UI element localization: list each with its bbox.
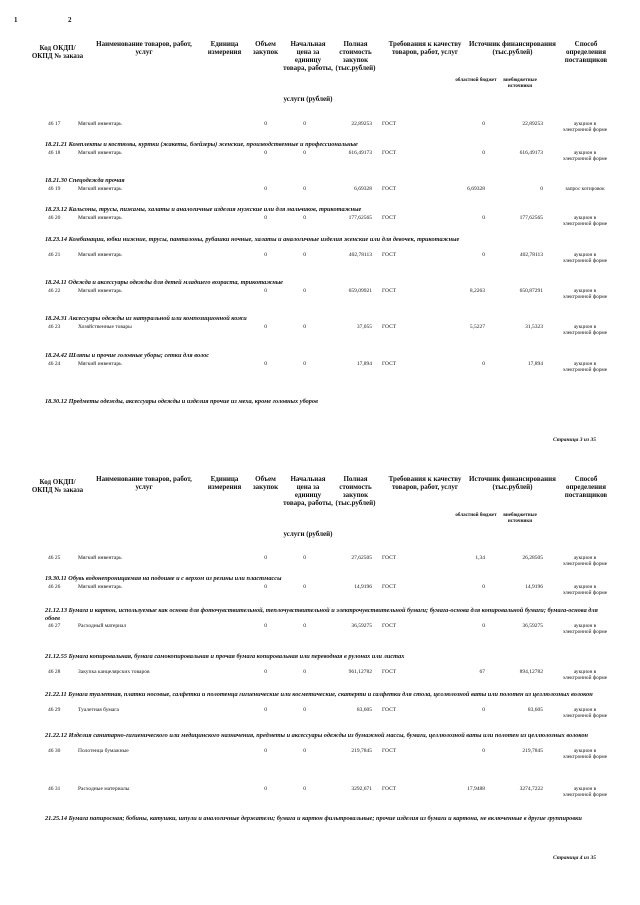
cell-method: аукцион в электронной форме: [562, 215, 608, 228]
cell-num: 46 20: [48, 215, 61, 221]
cell-total: 83,605: [356, 707, 372, 713]
cell-obl: 17,9488: [467, 786, 485, 792]
cell-vol: 0: [264, 748, 267, 754]
cell-total: 961,12782: [348, 669, 372, 675]
cell-num: 46 26: [48, 584, 61, 590]
cell-total: 37,055: [356, 324, 372, 330]
cell-total: 14,9196: [354, 584, 372, 590]
cell-method: аукцион в электронной форме: [562, 669, 608, 682]
cell-obl: 0: [482, 623, 485, 629]
cell-obl: 0: [482, 361, 485, 367]
cell-price: 0: [303, 584, 306, 590]
cell-vne: 177,62565: [519, 215, 543, 221]
group-heading: 18.21.30 Спецодежда прочая: [45, 177, 125, 184]
cell-req: ГОСТ: [382, 150, 397, 156]
cell-name: Мягкий инвентарь: [78, 150, 122, 156]
cell-req: ГОСТ: [382, 786, 397, 792]
cell-total: 177,62565: [348, 215, 372, 221]
cell-name: Мягкий инвентарь: [78, 215, 122, 221]
cell-price: 0: [303, 361, 306, 367]
cell-vol: 0: [264, 555, 267, 561]
cell-total: 6,69328: [354, 186, 372, 192]
cell-total: 27,62505: [351, 555, 372, 561]
cell-method: аукцион в электронной форме: [562, 288, 608, 301]
cell-req: ГОСТ: [382, 186, 397, 192]
group-heading: 19.30.11 Обувь водонепроницаемая на подошве и с верхом из резины или пластмассы: [45, 575, 282, 582]
cell-vne: 26,28505: [522, 555, 543, 561]
cell-method: аукцион в электронной форме: [562, 623, 608, 636]
header-name: Наименование товаров, работ, услуг: [96, 475, 192, 491]
cell-total: 402,78113: [348, 252, 372, 258]
cell-price: 0: [303, 150, 306, 156]
cell-method: аукцион в электронной форме: [562, 584, 608, 597]
cell-vol: 0: [264, 707, 267, 713]
cell-name: Мягкий инвентарь: [78, 252, 122, 258]
header-price-top: Начальная цена за единицу товара, работы,: [283, 40, 333, 72]
cell-price: 0: [303, 252, 306, 258]
cell-vol: 0: [264, 786, 267, 792]
header-price-bottom: услуги (рублей): [283, 530, 333, 538]
cell-obl: 0: [482, 252, 485, 258]
cell-price: 0: [303, 786, 306, 792]
cell-obl: 1,34: [475, 555, 485, 561]
cell-vol: 0: [264, 324, 267, 330]
group-heading: 18.23.12 Кальсоны, трусы, пижамы, халаты и аналогичные изделия мужские или для мальчиков, трикотажные: [45, 206, 362, 213]
cell-name: Расходный материал: [78, 623, 127, 629]
cell-vne: 22,89253: [522, 121, 543, 127]
cell-price: 0: [303, 555, 306, 561]
cell-req: ГОСТ: [382, 324, 397, 330]
cell-num: 46 23: [48, 324, 61, 330]
cell-name: Мягкий инвентарь: [78, 584, 122, 590]
trailing-group-line: 21.25.14 Бумага папиросная; бобины, катушки, шпули и аналогичные держатели; бумага и картон фильтровальные; прочие изделия из бумаги и картона, не включенные в другие группировки: [45, 815, 582, 822]
cell-req: ГОСТ: [382, 623, 397, 629]
cell-vol: 0: [264, 252, 267, 258]
cell-price: 0: [303, 121, 306, 127]
group-heading: 21.12.55 Бумага копировальная, бумага самокопировальная и прочая бумага копировальная или переводная в рулонах или листах: [45, 653, 405, 660]
cell-name: Хозяйственные товары: [78, 324, 132, 330]
cell-vol: 0: [264, 121, 267, 127]
cell-vol: 0: [264, 361, 267, 367]
cell-method: аукцион в электронной форме: [562, 707, 608, 720]
cell-price: 0: [303, 748, 306, 754]
cell-vne: 616,49173: [519, 150, 543, 156]
header-unit: Единица измерения: [207, 475, 242, 491]
cell-vne: 14,9196: [525, 584, 543, 590]
cell-name: Мягкий инвентарь: [78, 121, 122, 127]
header-total: Полная стоимость закупок (тыс.рублей): [335, 475, 376, 507]
cell-vne: 31,5323: [525, 324, 543, 330]
cell-method: аукцион в электронной форме: [562, 748, 608, 761]
cell-name: Туалетная бумага: [78, 707, 119, 713]
cell-obl: 0: [482, 707, 485, 713]
cell-obl: 0: [482, 748, 485, 754]
header-method: Способ определения поставщиков: [564, 40, 608, 64]
cell-vol: 0: [264, 623, 267, 629]
page-footer: Страница 4 из 35: [552, 855, 596, 861]
group-heading: 18.24.42 Шляпы и прочие головные уборы; сетки для волос: [45, 352, 210, 359]
header-volume: Объем закупок: [252, 40, 279, 56]
cell-num: 46 31: [48, 786, 61, 792]
cell-name: Полотенца бумажные: [78, 748, 129, 754]
header-total: Полная стоимость закупок (тыс.рублей): [335, 40, 376, 72]
cell-total: 17,894: [356, 361, 372, 367]
cell-method: аукцион в электронной форме: [562, 786, 608, 799]
cell-name: Мягкий инвентарь: [78, 555, 122, 561]
page-footer: Страница 3 из 35: [552, 437, 596, 443]
cell-price: 0: [303, 215, 306, 221]
cell-vol: 0: [264, 584, 267, 590]
cell-vne: 83,605: [527, 707, 543, 713]
cell-obl: 0: [482, 584, 485, 590]
cell-num: 46 19: [48, 186, 61, 192]
cell-req: ГОСТ: [382, 555, 397, 561]
cell-req: ГОСТ: [382, 288, 397, 294]
group-heading: 18.24.31 Аксессуары одежды из натуральной или композиционной кожи: [45, 315, 247, 322]
corner-mark-2: 2: [68, 16, 72, 24]
cell-name: Мягкий инвентарь: [78, 361, 122, 367]
cell-num: 46 18: [48, 150, 61, 156]
cell-vne: 3274,7222: [519, 786, 543, 792]
cell-vne: 219,7845: [522, 748, 543, 754]
cell-price: 0: [303, 288, 306, 294]
cell-req: ГОСТ: [382, 215, 397, 221]
cell-num: 46 25: [48, 555, 61, 561]
cell-req: ГОСТ: [382, 361, 397, 367]
cell-num: 46 30: [48, 748, 61, 754]
cell-total: 659,09921: [348, 288, 372, 294]
header-requirements: Требования к качеству товаров, работ, услуг: [388, 40, 462, 56]
header-volume: Объем закупок: [252, 475, 279, 491]
cell-req: ГОСТ: [382, 669, 397, 675]
group-heading: 21.22.11 Бумага туалетная, платки носовые, салфетки и полотенца гигиенические или косметические, скатерти и салфетки для стола, целлюлозной ваты или полотен из целлюлозных волокон: [45, 691, 593, 698]
cell-obl: 0: [482, 215, 485, 221]
cell-obl: 5,5227: [469, 324, 485, 330]
cell-vol: 0: [264, 150, 267, 156]
group-heading: 18.21.21 Комплекты и костюмы, куртки (жакеты, блейзеры) женские, производственные и профессиональные: [45, 141, 358, 148]
cell-name: Мягкий инвентарь: [78, 186, 122, 192]
cell-vol: 0: [264, 186, 267, 192]
cell-req: ГОСТ: [382, 121, 397, 127]
cell-method: аукцион в электронной форме: [562, 555, 608, 568]
cell-num: 46 27: [48, 623, 61, 629]
cell-method: аукцион в электронной форме: [562, 252, 608, 265]
cell-total: 616,49173: [348, 150, 372, 156]
header-nonbudget: внебюджетные источники: [503, 513, 537, 524]
cell-num: 46 21: [48, 252, 61, 258]
group-heading: 21.12.13 Бумага и картон, используемые как основа для фоточувствительной, теплочувствительной и электрочувствительной бумаги; бумага-основа для копировальной бумаги; бумага-основа для обоев: [45, 607, 598, 622]
cell-method: аукцион в электронной форме: [562, 361, 608, 374]
cell-req: ГОСТ: [382, 252, 397, 258]
header-regional: областной бюджет: [455, 78, 497, 83]
group-heading: 18.23.14 Комбинации, юбки нижние, трусы, панталоны, рубашки ночные, халаты и аналогичные изделия женские или для девочек, трикотажные: [45, 236, 460, 243]
cell-price: 0: [303, 707, 306, 713]
cell-total: 219,7845: [351, 748, 372, 754]
cell-vol: 0: [264, 669, 267, 675]
cell-name: Расходные материалы: [78, 786, 130, 792]
header-regional: областной бюджет: [455, 513, 497, 518]
trailing-group-line: 18.30.12 Предметы одежды, аксессуары одежды и изделия прочие из меха, кроме головных уборов: [45, 398, 318, 405]
cell-obl: 0: [482, 150, 485, 156]
cell-price: 0: [303, 669, 306, 675]
cell-obl: 67: [479, 669, 485, 675]
header-nonbudget: внебюджетные источники: [503, 78, 537, 89]
cell-obl: 0: [482, 121, 485, 127]
header-method: Способ определения поставщиков: [564, 475, 608, 499]
header-requirements: Требования к качеству товаров, работ, услуг: [388, 475, 462, 491]
header-sources: Источник финансирования (тыс.рублей): [469, 475, 556, 491]
header-unit: Единица измерения: [207, 40, 242, 56]
header-code: Код ОКДП/ ОКПД № заказа: [31, 478, 84, 494]
cell-num: 46 17: [48, 121, 61, 127]
cell-obl: 6,69328: [467, 186, 485, 192]
cell-price: 0: [303, 186, 306, 192]
group-heading: 21.22.12 Изделия санитарно-гигиенического или медицинского назначения, предметы и аксессуары одежды из бумажной массы, бумаги, целлюлозной ваты или полотен из целлюлозных волокон: [45, 732, 589, 739]
corner-mark-1: 1: [14, 16, 18, 24]
cell-total: 3292,671: [351, 786, 372, 792]
cell-total: 22,89253: [351, 121, 372, 127]
cell-method: аукцион в электронной форме: [562, 121, 608, 134]
cell-req: ГОСТ: [382, 748, 397, 754]
cell-total: 36,59275: [351, 623, 372, 629]
cell-price: 0: [303, 324, 306, 330]
cell-obl: 8,2263: [469, 288, 485, 294]
cell-vne: 36,59275: [522, 623, 543, 629]
cell-method: аукцион в электронной форме: [562, 150, 608, 163]
header-code: Код ОКДП/ ОКПД № заказа: [31, 44, 84, 60]
header-price-bottom: услуги (рублей): [283, 95, 333, 103]
header-price-top: Начальная цена за единицу товара, работы,: [283, 475, 333, 507]
header-sources: Источник финансирования (тыс.рублей): [469, 40, 556, 56]
cell-req: ГОСТ: [382, 584, 397, 590]
cell-price: 0: [303, 623, 306, 629]
cell-num: 46 29: [48, 707, 61, 713]
group-heading: 18.24.11 Одежда и аксессуары одежды для детей младшего возраста, трикотажные: [45, 279, 283, 286]
cell-name: Мягкий инвентарь: [78, 288, 122, 294]
cell-method: аукцион в электронной форме: [562, 324, 608, 337]
cell-name: Закупка канцелярских товаров: [78, 669, 150, 675]
cell-vne: 402,78113: [519, 252, 543, 258]
header-name: Наименование товаров, работ, услуг: [96, 40, 192, 56]
cell-num: 46 24: [48, 361, 61, 367]
cell-vol: 0: [264, 215, 267, 221]
cell-vne: 17,894: [527, 361, 543, 367]
cell-num: 46 22: [48, 288, 61, 294]
cell-vne: 0: [540, 186, 543, 192]
cell-vne: 650,87291: [519, 288, 543, 294]
cell-num: 46 28: [48, 669, 61, 675]
cell-vol: 0: [264, 288, 267, 294]
cell-req: ГОСТ: [382, 707, 397, 713]
cell-vne: 894,12782: [519, 669, 543, 675]
cell-method: запрос котировок: [565, 186, 605, 192]
